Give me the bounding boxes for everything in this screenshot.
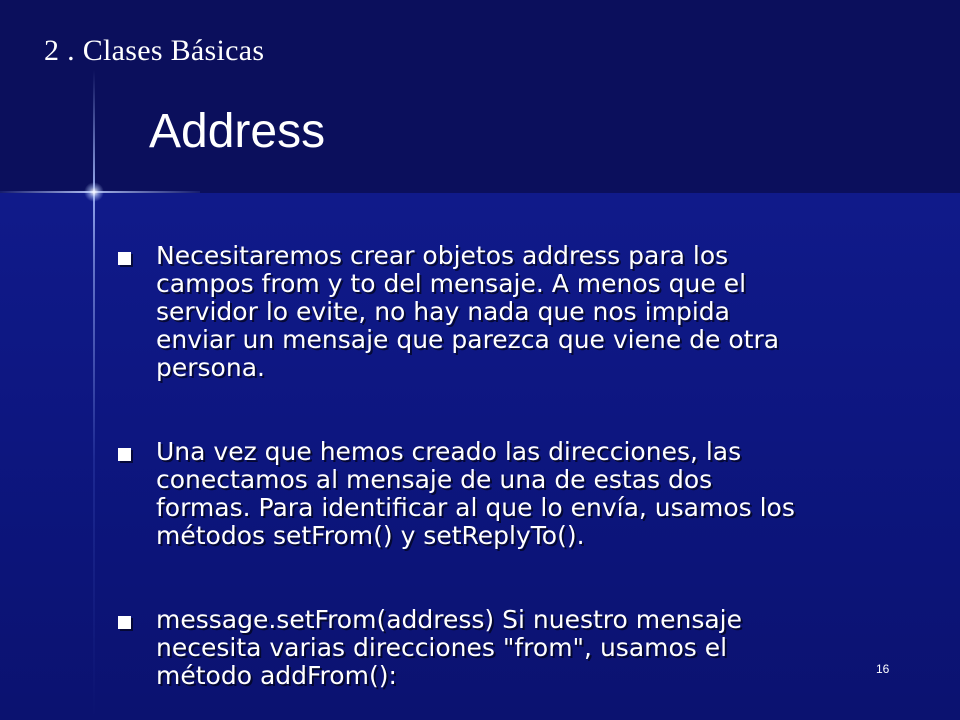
- bullet-text: Una vez que hemos creado las direcciones, las conectamos al mensaje de una de estas dos formas. Para identificar al que lo envía, usamos los métodos setFrom() y setReplyTo().: [156, 437, 795, 550]
- square-bullet-icon: [118, 448, 131, 461]
- bullet-item: [118, 438, 888, 550]
- slide-title: Address: [149, 105, 326, 158]
- bullet-text: message.setFrom(address) Si nuestro mensaje necesita varias direcciones "from", usamos el método addFrom():: [156, 605, 742, 690]
- bullet-item: [118, 242, 888, 382]
- square-bullet-icon: [118, 616, 131, 629]
- square-bullet-icon: [118, 252, 131, 265]
- section-header: 2 . Clases Básicas: [44, 34, 265, 67]
- page-number: 16: [876, 662, 890, 676]
- bullet-text: Necesitaremos crear objetos address para los campos from y to del mensaje. A menos que el servidor lo evite, no hay nada que nos impida enviar un mensaje que parezca que viene de otra persona.: [156, 241, 780, 382]
- bullet-item: [118, 606, 888, 690]
